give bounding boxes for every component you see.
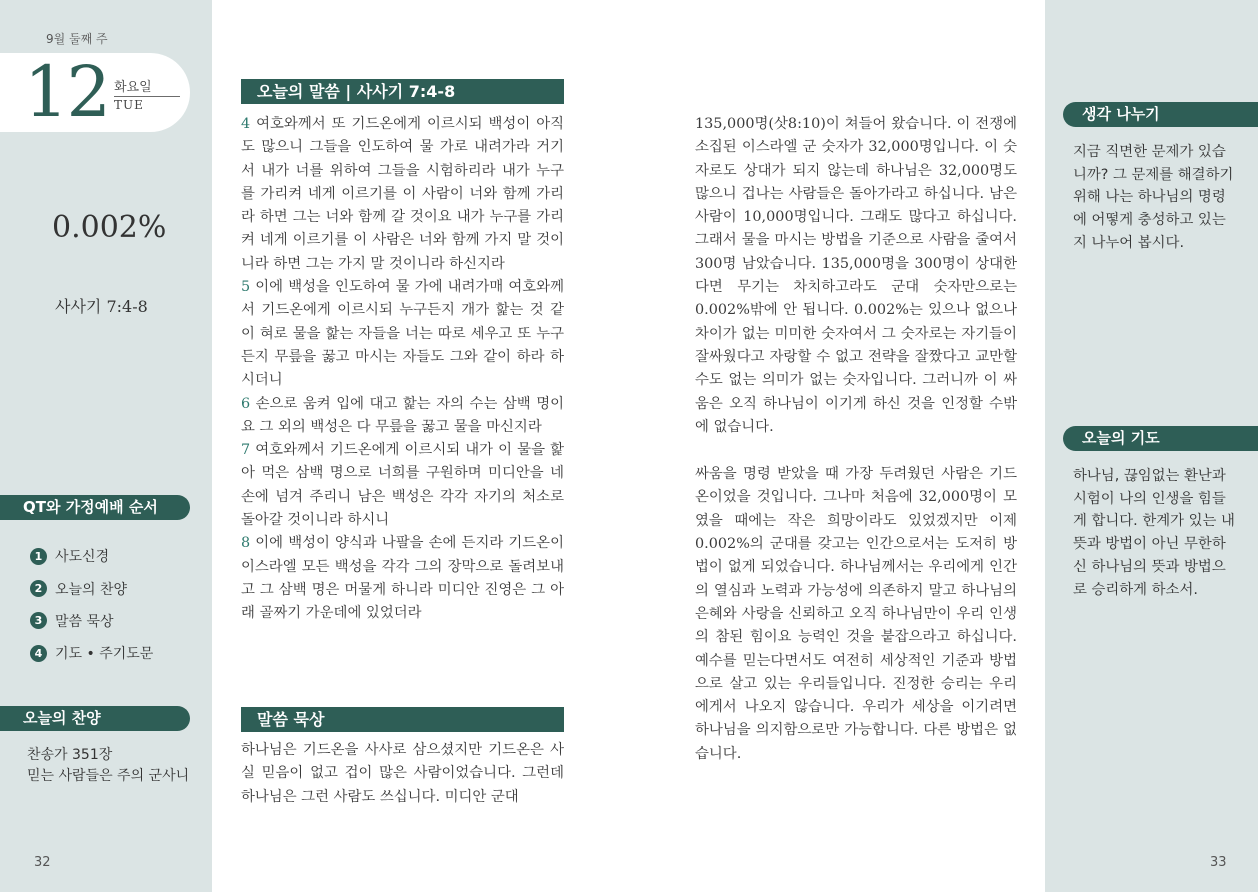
hymn-section-title: 오늘의 찬양 [0,706,190,731]
order-item-label: 오늘의 찬양 [55,581,128,598]
verse-text: 손으로 움켜 입에 대고 핥는 자의 수는 삼백 명이요 그 외의 백성은 다 무릎을 꿇고 물을 마신지라 [241,395,564,435]
order-item-label: 사도신경 [55,549,110,566]
number-badge: 4 [30,645,47,662]
order-section-title: QT와 가정예배 순서 [0,495,190,520]
verse [241,532,564,625]
hymn-number: 찬송가 351장 [27,747,113,763]
verse-number: 8 [241,535,251,552]
verse-text: 이에 백성이 양식과 나팔을 손에 든지라 기드온이 이스라엘 모든 백성을 각각 그의 장막으로 돌려보내고 그 삼백 명은 머물게 하니라 미디안 진영은 그 아래 골짜기 가운데에 있었더라 [241,535,564,622]
share-text: 지금 직면한 문제가 있습니까? 그 문제를 해결하기 위해 나는 하나님의 명령에 어떻게 충성하고 있는지 나누어 봅시다. [1073,144,1234,251]
verse [241,439,564,532]
list-item [30,605,153,637]
verse [241,393,564,440]
prayer-section-title: 오늘의 기도 [1063,426,1258,451]
number-badge: 2 [30,580,47,597]
verse-number: 4 [241,116,251,132]
highlight-percent: 0.002% [52,210,167,245]
list-item [30,540,153,572]
page-number-right: 33 [1210,855,1227,870]
weekday-divider [114,96,180,97]
meditation-paragraph: 135,000명(삿8:10)이 쳐들어 왔습니다. 이 전쟁에 소집된 이스라엘 군 숫자가 32,000명입니다. 이 숫자로도 상대가 되지 않는데 하나님은 32,000명도 많으니 겁나는 사람들은 돌아가라고 하십니다. 남은 사람이 10,000명입니다. 그래도 많다고 하십니다. 그래서 물을 마시는 방법을 기준으로 사람을 줄여서 300명 남았습니다. 135,000명을 300명이 상대한다면 무기는 차치하고라도 군대 숫자만으로는 0.002%밖에 안 됩니다. 0.002%는 있으나 없으나 차이가 없는 미미한 숫자여서 그 숫자로는 자기들이 잘싸웠다고 자랑할 수 없고 전략을 잘짰다고 교만할 수도 없는 의미가 없는 숫자입니다. 그러니까 이 싸움은 오직 하나님이 이기게 하신 것을 인정할 수밖에 없습니다. [695,116,1017,435]
verse-text: 여호와께서 기드온에게 이르시되 내가 이 물을 핥아 먹은 삼백 명으로 너희를 구원하며 미디안을 네 손에 넘겨 주리니 남은 백성은 각각 자기의 처소로 돌아갈 것이니라 하시니 [241,442,564,529]
scripture-text [241,113,564,626]
share-section-title: 생각 나누기 [1063,102,1258,127]
meditation-text-start: 하나님은 기드온을 사사로 삼으셨지만 기드온은 사실 믿음이 없고 겁이 많은 사람이었습니다. 그런데 하나님은 그런 사람도 쓰십니다. 미디안 군대 [241,742,564,805]
hymn-info [27,745,189,787]
verse-number: 7 [241,442,251,459]
order-item-label: 기도 • 주기도문 [55,646,154,663]
page-number-left: 32 [34,855,51,870]
scripture-title: 오늘의 말씀 | 사사기 7:4-8 [241,79,564,104]
weekday-english: TUE [114,98,144,112]
meditation-title: 말씀 묵상 [241,707,564,732]
list-item [30,637,153,669]
verse-number: 6 [241,395,251,412]
verse [241,113,564,276]
week-label: 9월 둘째 주 [46,32,108,46]
verse-number: 5 [241,279,251,296]
meditation-paragraph: 싸움을 명령 받았을 때 가장 두려웠던 사람은 기드온이었을 것입니다. 그나마 처음에 32,000명이 모였을 때에는 작은 희망이라도 있었겠지만 이제 0.002%의 군대를 갖고는 인간으로서는 도저히 방법이 없게 되었습니다. 하나님께서는 우리에게 인간의 열심과 노력과 가능성에 의존하지 말고 하나님의 은혜와 사랑을 신뢰하고 오직 하나님만이 우리 인생의 참된 힘이요 능력인 것을 붙잡으라고 하십니다. 예수를 믿는다면서도 여전히 세상적인 기준과 방법으로 살고 있는 우리들입니다. 진정한 승리는 우리에게서 나오지 않습니다. 우리가 세상을 이기려면 하나님을 의지함으로만 가능합니다. 다른 방법은 없습니다. [695,466,1017,762]
day-number: 12 [24,51,110,133]
list-item [30,572,153,604]
verse [241,276,564,392]
order-list [30,540,153,670]
meditation-text-continued [695,113,1017,766]
number-badge: 1 [30,548,47,565]
number-badge: 3 [30,612,47,629]
prayer-text: 하나님, 끊임없는 환난과 시험이 나의 인생을 힘들게 합니다. 한계가 있는 내 뜻과 방법이 아닌 무한하신 하나님의 뜻과 방법으로 승리하게 하소서. [1073,468,1235,598]
weekday-korean: 화요일 [114,80,152,95]
verse-text: 이에 백성을 인도하여 물 가에 내려가매 여호와께서 기드온에게 이르시되 누구든지 개가 핥는 것 같이 혀로 물을 핥는 자들을 너는 따로 세우고 또 누구든지 무릎을 꿇고 마시는 자들도 그와 같이 하라 하시더니 [241,279,564,389]
order-item-label: 말씀 묵상 [55,613,114,630]
verse-text: 여호와께서 또 기드온에게 이르시되 백성이 아직 도 많으니 그들을 인도하여 물 가로 내려가라 거기서 내가 너를 위하여 그들을 시험하리라 내가 누구를 가리켜 네게 이르기를 이 사람이 너와 함께 가리라 하면 그는 너와 함께 갈 것이요 내가 누구를 가리켜 네게 이르기를 이 사람은 너와 함께 가지 말 것이니라 하면 그는 가지 말 것이니라 하신지라 [241,116,564,272]
scripture-reference: 사사기 7:4-8 [55,297,148,316]
hymn-name: 믿는 사람들은 주의 군사니 [27,768,190,784]
